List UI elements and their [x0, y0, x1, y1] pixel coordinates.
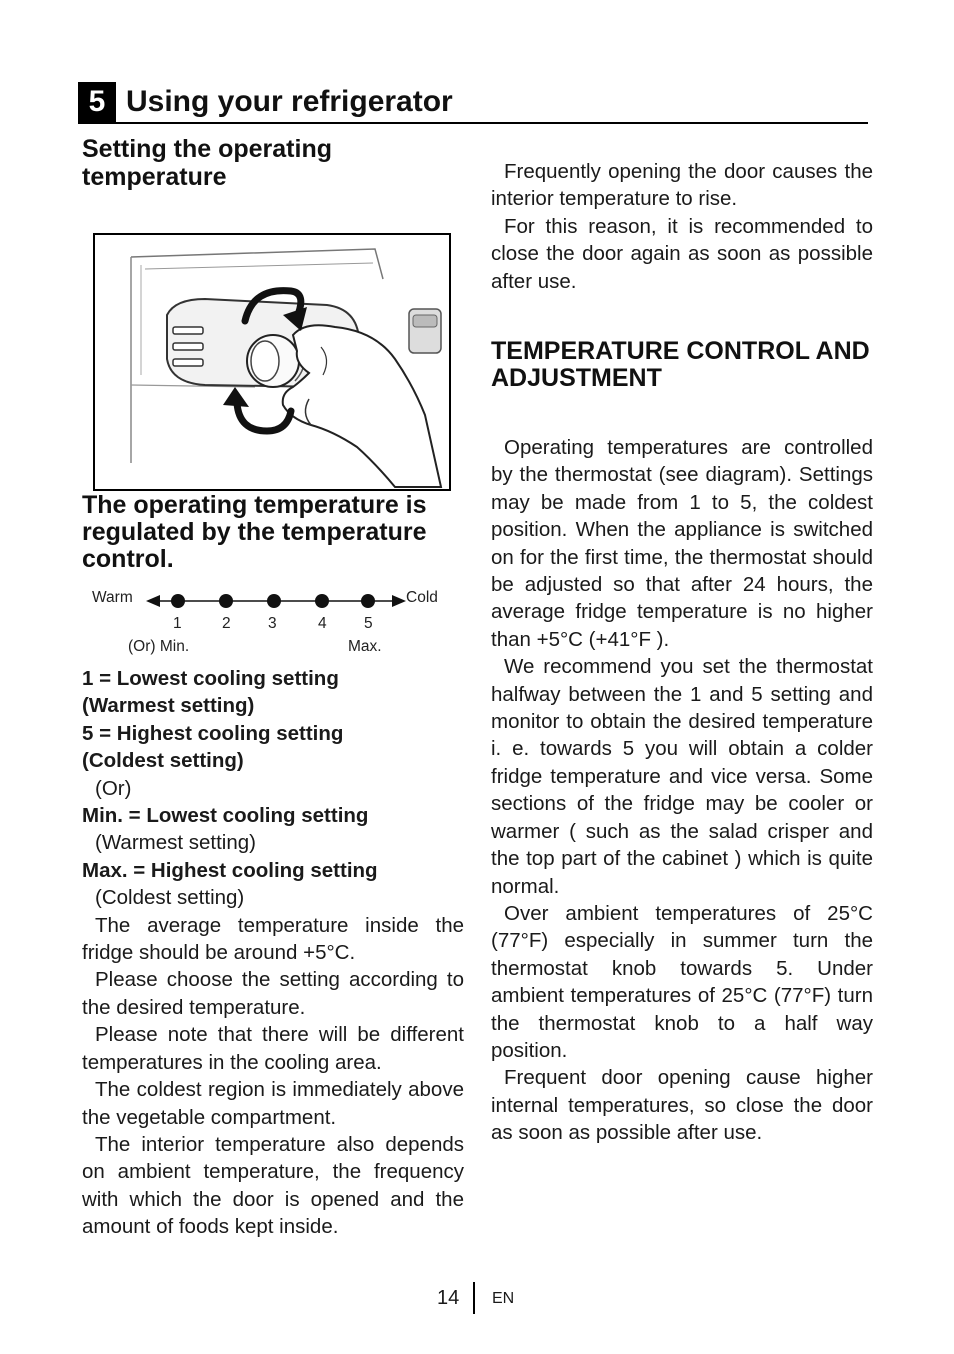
header-rule — [78, 122, 868, 124]
right-intro-1: Frequently opening the door causes the interior temperature to rise. — [491, 160, 873, 211]
setting-max-line: Max. = Highest cooling setting — [82, 858, 378, 882]
scale-number-4: 4 — [318, 615, 327, 632]
setting-1-note: (Warmest setting) — [82, 694, 255, 718]
setting-min-note: (Warmest setting) — [95, 831, 256, 855]
right-intro-text — [491, 158, 873, 295]
footer-divider — [473, 1282, 475, 1314]
setting-or: (Or) — [95, 776, 132, 800]
scale-cold-label: Cold — [406, 589, 438, 606]
left-paragraph-1: The average temperature inside the fridge should be around +5°C. — [82, 913, 464, 965]
setting-5-note: (Coldest setting) — [82, 749, 244, 773]
right-paragraph-3: Over ambient temperatures of 25°C (77°F) especially in summer turn the thermostat knob towards 5. Under ambient temperatures of 25°C (77°F) turn the thermostat knob to a half way position. — [491, 901, 873, 1062]
chapter-number: 5 — [78, 82, 116, 122]
right-intro-2: For this reason, it is recommended to close the door again as soon as possible after use. — [491, 214, 873, 293]
setting-max-note: (Coldest setting) — [95, 886, 245, 910]
setting-1-line: 1 = Lowest cooling setting — [82, 667, 339, 690]
left-column-text — [82, 665, 464, 1241]
temperature-control-heading: TEMPERATURE CONTROL AND ADJUSTMENT — [491, 337, 870, 392]
scale-warm-label: Warm — [92, 589, 133, 606]
scale-min-label: (Or) Min. — [128, 638, 190, 655]
scale-max-label: Max. — [348, 638, 382, 655]
setting-min-line: Min. = Lowest cooling setting — [82, 804, 369, 828]
left-paragraph-4: The coldest region is immediately above the vegetable compartment. — [82, 1078, 464, 1129]
right-paragraph-2: We recommend you set the thermostat halfway between the 1 and 5 setting and monitor to obtain the desired temperature i. e. towards 5 you will obtain a colder fridge temperature and vice versa. Some sections of the fridge may be cooler or warmer ( such as the salad crisper and the top part of the cabinet ) which is quite normal. — [491, 655, 873, 898]
scale-number-2: 2 — [222, 615, 231, 632]
operating-temperature-subheading: The operating temperature is regulated by the temperature control. — [82, 491, 427, 573]
chapter-title: Using your refrigerator — [126, 85, 453, 118]
scale-number-1: 1 — [173, 615, 182, 632]
left-paragraph-3: Please note that there will be different temperatures in the cooling area. — [82, 1023, 464, 1074]
scale-number-5: 5 — [364, 615, 373, 632]
hand-turning-thermostat-icon — [95, 235, 449, 489]
scale-number-3: 3 — [268, 615, 277, 632]
right-paragraph-4: Frequent door opening cause higher internal temperatures, so close the door as soon as possible after use. — [491, 1066, 873, 1145]
setting-5-line: 5 = Highest cooling setting — [82, 721, 344, 745]
page-number: 14 — [437, 1287, 460, 1309]
section-heading-operating-temperature: Setting the operating temperature — [82, 135, 332, 191]
thermostat-illustration — [93, 233, 451, 491]
left-paragraph-2: Please choose the setting according to the desired temperature. — [82, 968, 464, 1019]
right-column-text — [491, 434, 873, 1147]
scale-line-icon — [146, 589, 406, 613]
right-paragraph-1: Operating temperatures are controlled by the thermostat (see diagram). Settings may be made from 1 to 5, the coldest position. When the appliance is switched on for the first time, the thermostat should be adjusted so that after 24 hours, the average fridge temperature is no higher than +5°C (+41°F ). — [491, 436, 873, 651]
temperature-scale — [82, 585, 464, 660]
language-code: EN — [492, 1290, 515, 1307]
left-paragraph-5: The interior temperature also depends on ambient temperature, the frequency with which the door is opened and the amount of foods kept inside. — [82, 1132, 464, 1239]
